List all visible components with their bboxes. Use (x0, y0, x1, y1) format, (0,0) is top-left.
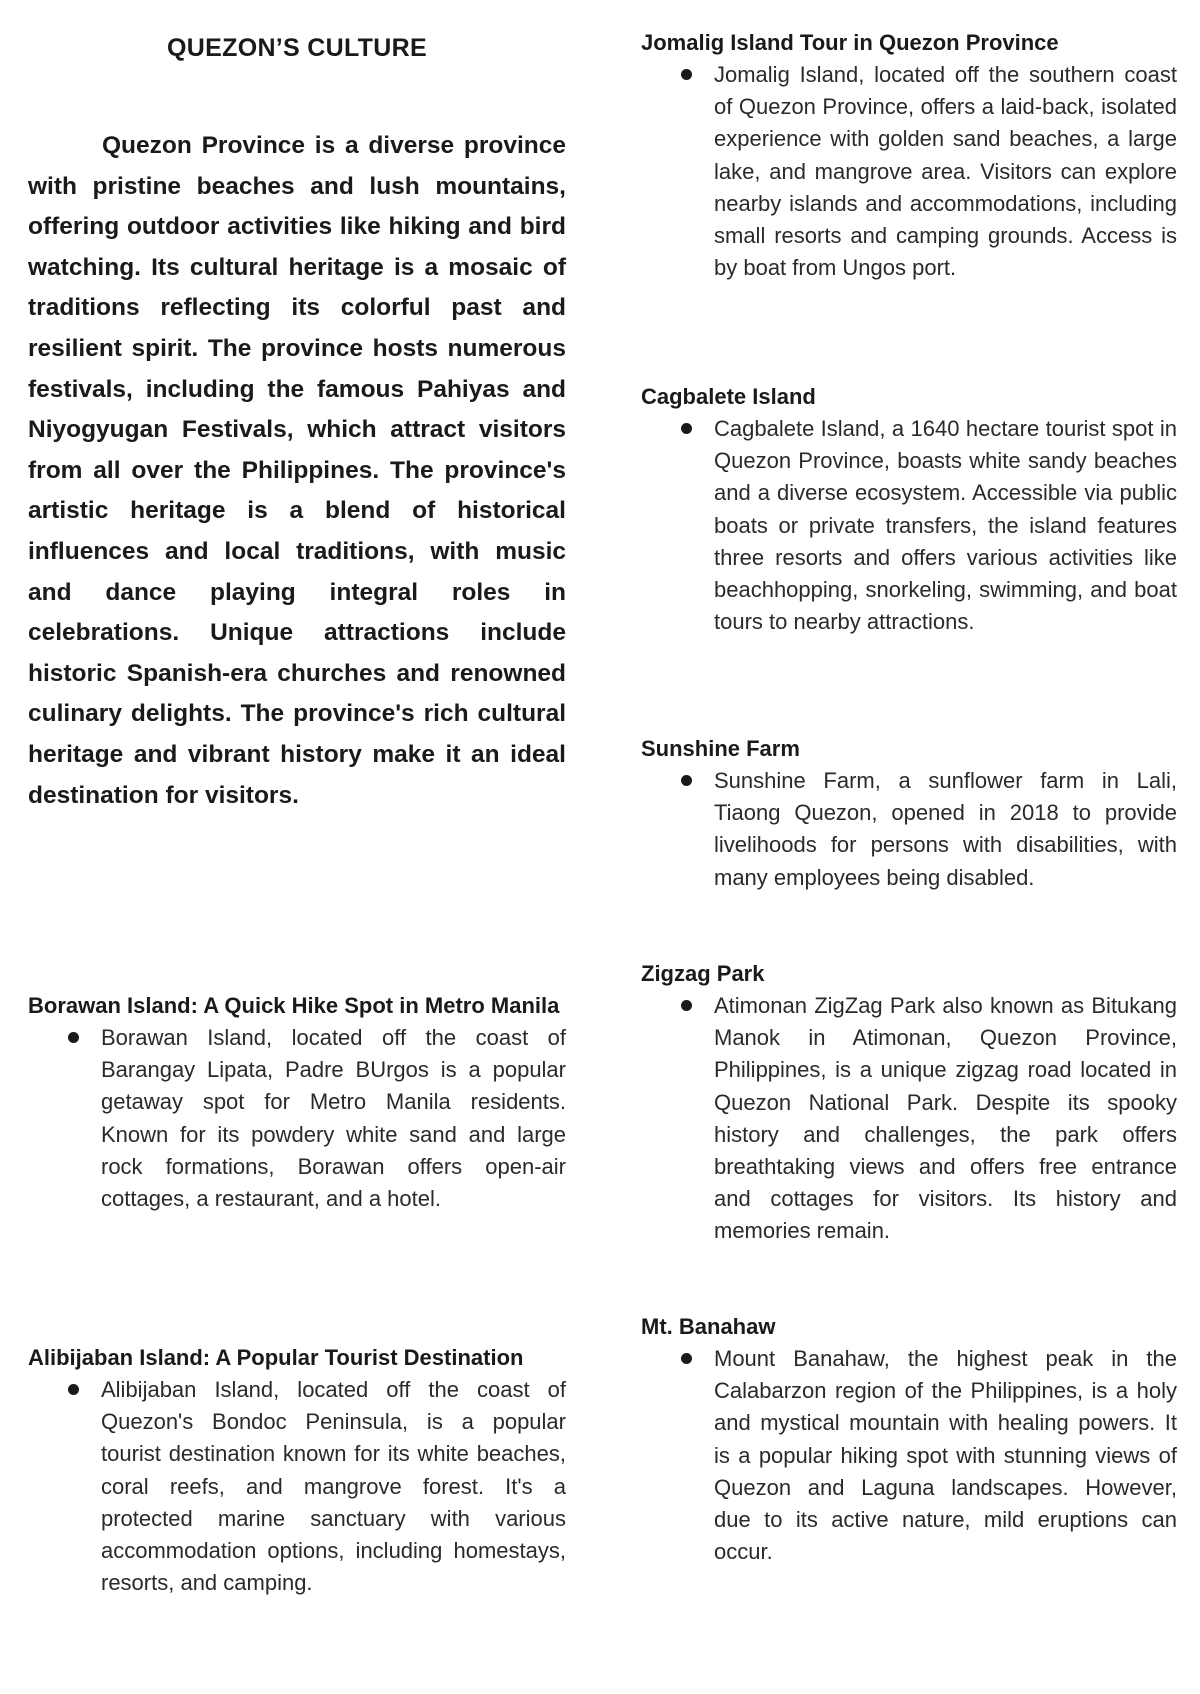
section-heading: Alibijaban Island: A Popular Tourist Destination (28, 1345, 524, 1370)
list-item (641, 1343, 1177, 1568)
bullet-list (28, 1022, 566, 1215)
section-alibijaban-island (28, 1342, 566, 1599)
section-heading: Sunshine Farm (641, 736, 800, 761)
list-item (641, 413, 1177, 638)
bullet-icon (681, 1353, 692, 1364)
bullet-icon (681, 1000, 692, 1011)
list-item (641, 765, 1177, 894)
bullet-list (641, 990, 1177, 1248)
section-heading: Borawan Island: A Quick Hike Spot in Metro Manila (28, 993, 560, 1018)
intro-paragraph: Quezon Province is a diverse province with pristine beaches and lush mountains, offering outdoor activities like hiking and bird watching. Its cultural heritage is a mosaic of traditions reflecting its colorful past and resilient spirit. The province hosts numerous festivals, including the famous Pahiyas and Niyogyugan Festivals, which attract visitors from all over the Philippines. The province's artistic heritage is a blend of historical influences and local traditions, with music and dance playing integral roles in celebrations. Unique attractions include historic Spanish-era churches and renowned culinary delights. The province's rich cultural heritage and vibrant history make it an ideal destination for visitors. (28, 132, 566, 809)
section-jomalig-island (641, 27, 1177, 284)
list-item (28, 1374, 566, 1599)
section-mt-banahaw (641, 1311, 1177, 1568)
section-heading: Jomalig Island Tour in Quezon Province (641, 30, 1059, 55)
section-borawan-island (28, 990, 566, 1215)
bullet-icon (68, 1384, 79, 1395)
bullet-icon (681, 69, 692, 80)
bullet-list (28, 1374, 566, 1599)
section-cagbalete-island (641, 381, 1177, 638)
section-heading: Zigzag Park (641, 961, 765, 986)
section-zigzag-park (641, 958, 1177, 1248)
bullet-list (641, 59, 1177, 284)
bullet-list (641, 413, 1177, 638)
list-item (641, 990, 1177, 1248)
list-item (641, 59, 1177, 284)
bullet-text: Jomalig Island, located off the southern coast of Quezon Province, offers a laid-back, isolated experience with golden sand beaches, a large lake, and mangrove area. Visitors can explore nearby islands and accommodations, including small resorts and camping grounds. Access is by boat from Ungos port. (714, 62, 1177, 281)
bullet-text: Mount Banahaw, the highest peak in the Calabarzon region of the Philippines, is a holy and mystical mountain with healing powers. It is a popular hiking spot with stunning views of Quezon and Laguna landscapes. However, due to its active nature, mild eruptions can occur. (714, 1346, 1177, 1565)
page-title: QUEZON’S CULTURE (167, 34, 427, 62)
bullet-text: Borawan Island, located off the coast of Barangay Lipata, Padre BUrgos is a popular getaway spot for Metro Manila residents. Known for its powdery white sand and large rock formations, Borawan offers open-air cottages, a restaurant, and a hotel. (101, 1025, 566, 1212)
bullet-icon (681, 775, 692, 786)
section-sunshine-farm (641, 733, 1177, 894)
bullet-icon (681, 423, 692, 434)
section-heading: Mt. Banahaw (641, 1314, 776, 1339)
bullet-text: Cagbalete Island, a 1640 hectare tourist spot in Quezon Province, boasts white sandy beaches and a diverse ecosystem. Accessible via public boats or private transfers, the island features three resorts and offers various activities like beachhopping, snorkeling, swimming, and boat tours to nearby attractions. (714, 416, 1177, 635)
bullet-text: Sunshine Farm, a sunflower farm in Lali, Tiaong Quezon, opened in 2018 to provide livelihoods for persons with disabilities, with many employees being disabled. (714, 768, 1177, 890)
list-item (28, 1022, 566, 1215)
bullet-list (641, 1343, 1177, 1568)
bullet-list (641, 765, 1177, 894)
bullet-icon (68, 1032, 79, 1043)
bullet-text: Atimonan ZigZag Park also known as Bitukang Manok in Atimonan, Quezon Province, Philippines, is a unique zigzag road located in Quezon National Park. Despite its spooky history and challenges, the park offers breathtaking views and offers free entrance and cottages for visitors. Its history and memories remain. (714, 993, 1177, 1244)
bullet-text: Alibijaban Island, located off the coast of Quezon's Bondoc Peninsula, is a popular tourist destination known for its white beaches, coral reefs, and mangrove forest. It's a protected marine sanctuary with various accommodation options, including homestays, resorts, and camping. (101, 1377, 566, 1596)
section-heading: Cagbalete Island (641, 384, 816, 409)
